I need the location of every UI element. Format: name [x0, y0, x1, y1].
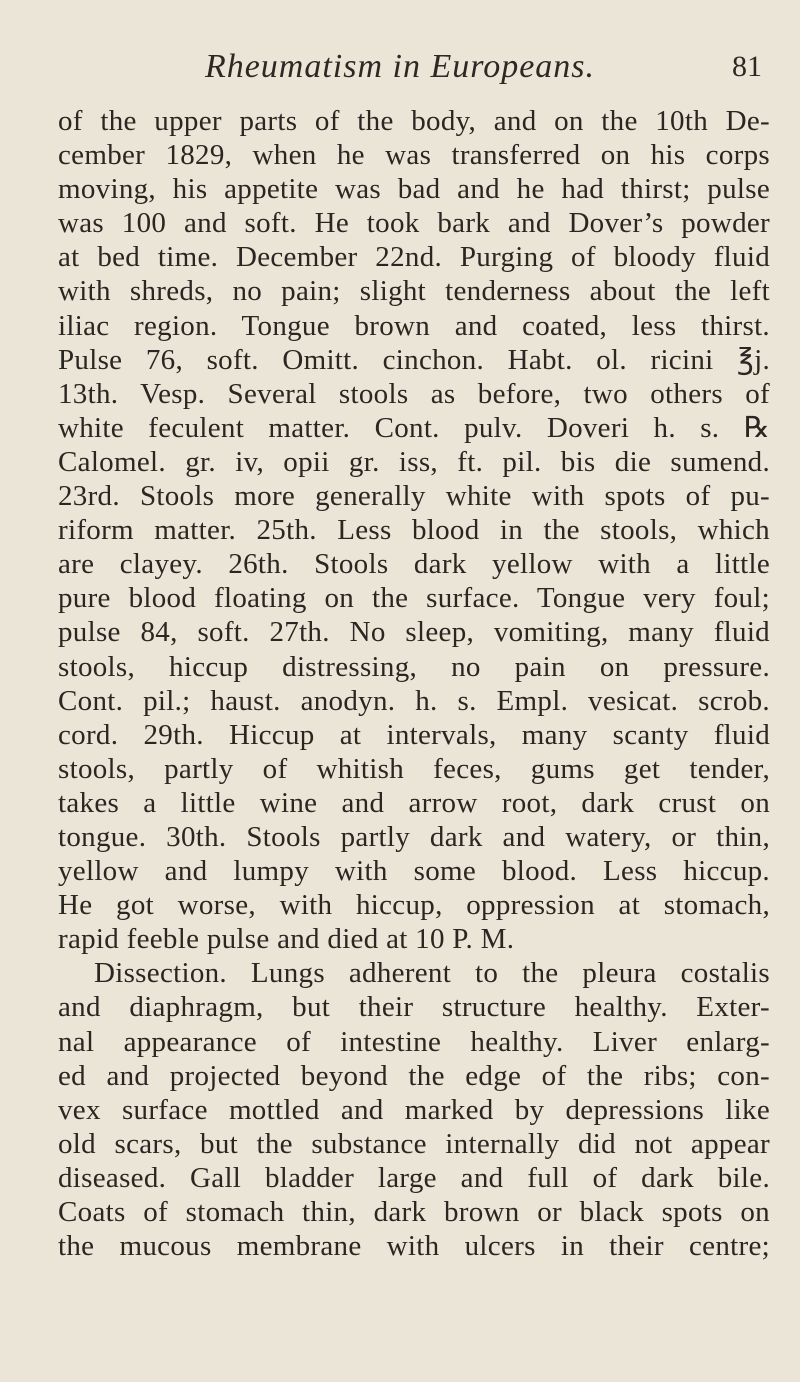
text-line: nal appearance of intestine healthy. Liver enlarg- [58, 1025, 770, 1058]
text-line: and diaphragm, but their structure healthy. Exter- [58, 991, 770, 1024]
text-line: stools, partly of whitish feces, gums get tender, [58, 752, 770, 785]
text-line: vex surface mottled and marked by depressions like [58, 1093, 770, 1126]
text-line: 13th. Vesp. Several stools as before, two others of [58, 377, 770, 410]
text-line: cember 1829, when he was transferred on his corps [58, 139, 770, 172]
text-line: stools, hiccup distressing, no pain on pressure. [58, 650, 770, 683]
text-line: He got worse, with hiccup, oppression at stomach, [58, 889, 770, 922]
text-line: at bed time. December 22nd. Purging of bloody fluid [58, 241, 770, 274]
text-line: rapid feeble pulse and died at 10 P. M. [58, 923, 515, 956]
text-line: the mucous membrane with ulcers in their centre; [58, 1230, 770, 1263]
text-line: of the upper parts of the body, and on the 10th De- [58, 105, 770, 137]
text-line: cord. 29th. Hiccup at intervals, many scanty fluid [58, 718, 770, 751]
text-line: pure blood floating on the surface. Tongue very foul; [58, 582, 770, 615]
body-text [58, 104, 770, 1263]
text-line: diseased. Gall bladder large and full of dark bile. [58, 1161, 770, 1194]
text-line: Coats of stomach thin, dark brown or black spots on [58, 1196, 770, 1228]
text-line: takes a little wine and arrow root, dark crust on [58, 786, 770, 819]
text-line: tongue. 30th. Stools partly dark and watery, or thin, [58, 820, 770, 853]
text-line: white feculent matter. Cont. pulv. Doveri h. s. ℞ [58, 411, 770, 444]
text-line: iliac region. Tongue brown and coated, less thirst. [58, 309, 770, 342]
text-line: ed and projected beyond the edge of the ribs; con- [58, 1059, 770, 1092]
text-line-paragraph-start: Dissection. Lungs adherent to the pleura costalis [94, 957, 770, 990]
text-line: pulse 84, soft. 27th. No sleep, vomiting, many fluid [58, 616, 770, 649]
text-line: 23rd. Stools more generally white with spots of pu- [58, 480, 770, 513]
text-line: was 100 and soft. He took bark and Dover’s powder [58, 207, 770, 240]
text-line: Calomel. gr. iv, opii gr. iss, ft. pil. bis die sumend. [58, 445, 770, 478]
text-line: riform matter. 25th. Less blood in the stools, which [58, 514, 770, 547]
running-head [0, 46, 800, 86]
text-line: old scars, but the substance internally did not appear [58, 1127, 770, 1160]
running-title: Rheumatism in Europeans. [204, 48, 596, 85]
page-number: 81 [732, 50, 762, 83]
text-line: Pulse 76, soft. Omitt. cinchon. Habt. ol. ricini ℥j. [58, 343, 770, 376]
text-line: Cont. pil.; haust. anodyn. h. s. Empl. vesicat. scrob. [58, 684, 770, 717]
text-line: moving, his appetite was bad and he had thirst; pulse [58, 173, 770, 206]
text-line: are clayey. 26th. Stools dark yellow with a little [58, 548, 770, 581]
text-line: with shreds, no pain; slight tenderness about the left [58, 275, 770, 308]
text-line: yellow and lumpy with some blood. Less hiccup. [58, 855, 770, 888]
